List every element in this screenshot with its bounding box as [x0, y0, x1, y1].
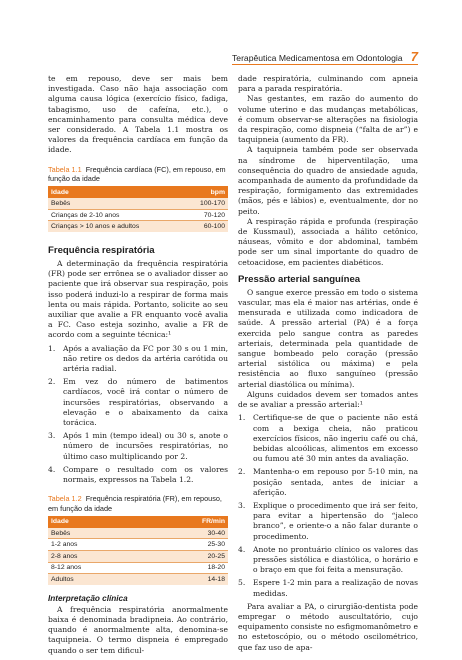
- header-rule: [232, 64, 418, 65]
- table-row: [48, 209, 228, 221]
- table-cell: 60-100: [183, 221, 228, 232]
- page-number: 7: [410, 49, 418, 64]
- column-header: bpm: [183, 186, 228, 198]
- list-item-text: Compare o resultado com os valores normais, expressos na Tabela 1.2.: [63, 464, 228, 485]
- table-row: [48, 528, 228, 539]
- list-item-text: Após 1 min (tempo ideal) ou 30 s, anote o número de incursões respiratórias, no último caso multiplicando por 2.: [63, 431, 228, 461]
- table-1-caption-text: Frequência cardíaca (FC), em repouso, em função da idade: [48, 164, 226, 183]
- list-item-number: 1.: [238, 413, 246, 423]
- subsection-heading-clinical-interpretation: Interpretação clínica: [48, 593, 128, 603]
- table-cell: 2-8 anos: [48, 551, 148, 563]
- list-item-number: 4.: [48, 464, 56, 474]
- table-2-number: Tabela 1.2: [48, 494, 82, 504]
- list-item-text: Espere 1-2 min para a realização de novas medidas.: [253, 578, 418, 598]
- table-cell: 14-18: [148, 574, 228, 585]
- list-item: [48, 377, 228, 428]
- list-item-text: Em vez do número de batimentos cardíacos, você irá contar o número de incursões respiratórias, observando a elevação e o abaixamento da caixa torácica.: [63, 377, 228, 428]
- table-cell: Crianças > 10 anos e adultos: [48, 221, 183, 232]
- list-item-text: Após a avaliação da FC por 30 s ou 1 min, não retire os dedos da artéria carótida ou artéria radial.: [63, 343, 228, 374]
- table-cell: 8-12 anos: [48, 562, 148, 574]
- paragraph: Para avaliar a PA, o cirurgião-dentista pode empregar o método auscultatório, cujo equipamento consiste no esfigmomanômetro e no estetoscópio, ou o método oscilométrico, que faz uso de apa-: [238, 601, 418, 652]
- list-item: [238, 545, 418, 576]
- column-header: FR/min: [148, 516, 228, 528]
- list-item: [48, 465, 228, 485]
- table-2-caption: [48, 494, 228, 513]
- paragraph: A taquipneia também pode ser observada na síndrome de hiperventilação, uma consequência do quadro de ansiedade aguda, acompanhada de aumento da profundidade da respiração, formigamento das extremidades (mãos, pés e lábios) e, eventualmente, dor no peito.: [238, 145, 418, 216]
- table-1-caption: [48, 165, 228, 184]
- blood-pressure-steps: [238, 413, 418, 598]
- intro-paragraph: te em repouso, deve ser mais bem investigada. Caso não haja associação com alguma causa lógica (exercício físico, fadiga, tabagismo, uso de cafeína, etc.), o encaminhamento para consulta médica deve ser considerado. A Tabela 1.1 mostra os valores da frequência cardíaca em função da idade.: [48, 74, 228, 155]
- table-row: [48, 551, 228, 563]
- list-item-number: 5.: [238, 578, 246, 588]
- table-cell: 70-120: [183, 209, 228, 221]
- list-item-text: Certifique-se de que o paciente não está com a bexiga cheia, não praticou exercícios físicos, não ingeriu café ou chá, bebidas alcoólicas, alimentos em excesso ou fumou até 30 min antes da avaliação.: [253, 413, 418, 464]
- list-item: [238, 467, 418, 498]
- paragraph: A respiração rápida e profunda (respiração de Kussmaul), associada a hálito cetônico, náuseas, vômito e dor abdominal, também pode ser um sinal importante do quadro de cetoacidose, em pacientes diabéticos.: [238, 216, 418, 267]
- clinical-interpretation-paragraph: A frequência respiratória anormalmente baixa é denominada bradipneia. Ao contrário, quando é anormalmente alta, denomina-se taquipneia. O termo dispneia é empregado quando o ser tem dificul-: [48, 604, 228, 655]
- list-item-number: 3.: [48, 431, 56, 441]
- list-item-number: 4.: [238, 544, 246, 554]
- list-item: [238, 578, 418, 598]
- paragraph: Nas gestantes, em razão do aumento do volume uterino e das mudanças metabólicas, é comum observar-se alterações na fisiologia da respiração, como dispneia (“falta de ar”) e taquipneia (aumento da FR).: [238, 94, 418, 145]
- table-row: [48, 539, 228, 551]
- table-cell: 18-20: [148, 562, 228, 574]
- table-row: [48, 574, 228, 585]
- table-1-number: Tabela 1.1: [48, 164, 82, 174]
- list-item-number: 3.: [238, 500, 246, 510]
- list-item-text: Anote no prontuário clínico os valores das pressões sistólica e diastólica, o horário e o braço em que foi feita a mensuração.: [253, 544, 418, 575]
- list-item-number: 1.: [48, 343, 56, 353]
- table-row: [48, 562, 228, 574]
- table-header-row: [48, 516, 228, 528]
- list-item-number: 2.: [238, 467, 246, 477]
- table-cell: 30-40: [148, 528, 228, 539]
- right-column: [238, 74, 418, 653]
- table-cell: 100-170: [183, 198, 228, 209]
- table-header-row: [48, 186, 228, 198]
- table-cell: 20-25: [148, 551, 228, 563]
- running-title: Terapêutica Medicamentosa em Odontologia: [232, 53, 403, 63]
- table-row: [48, 221, 228, 232]
- table-cell: 25-30: [148, 539, 228, 551]
- list-item: [48, 344, 228, 375]
- list-item-text: Explique o procedimento que irá ser feito, para evitar a hipertensão do “jaleco branco”, e oriente-o a não falar durante o procedimento.: [253, 500, 418, 541]
- list-item-text: Mantenha-o em repouso por 5-10 min, na posição sentada, antes de iniciar a aferição.: [253, 467, 418, 497]
- column-header: Idade: [48, 186, 183, 198]
- table-1-heart-rate: [48, 186, 228, 232]
- list-item: [48, 431, 228, 462]
- paragraph: dade respiratória, culminando com apneia para a parada respiratória.: [238, 74, 418, 94]
- table-cell: Crianças de 2-10 anos: [48, 209, 183, 221]
- blood-pressure-paragraph: O sangue exerce pressão em todo o sistema vascular, mas ela é maior nas artérias, onde é mensurada e utilizada como indicadora de saúde. A pressão arterial (PA) é a força exercida pelo sangue contra as paredes arteriais, determinada pela quantidade de sangue bombeado pelo coração (pressão arterial sistólica ou máxima) e pela resistência ao fluxo sanguíneo (pressão arterial diastólica ou mínima).: [238, 287, 418, 389]
- table-cell: Bebês: [48, 528, 148, 539]
- table-cell: Bebês: [48, 198, 183, 209]
- running-header: [232, 49, 418, 64]
- table-row: [48, 198, 228, 209]
- list-item-number: 2.: [48, 377, 56, 387]
- section-heading-respiratory-rate: Frequência respiratória: [48, 245, 155, 256]
- respiratory-rate-paragraph: A determinação da frequência respiratória (FR) pode ser errônea se o avaliador disser ao paciente que irá observar sua respiração, pois isso poderá induzi-lo a respirar de forma mais lenta ou mais rápida. Portanto, solicite ao seu auxiliar que avalie a FR enquanto você avalia a FC. Caso esteja sozinho, avalie a FR de acordo com a seguinte técnica:¹: [48, 259, 228, 340]
- list-item: [238, 413, 418, 464]
- paragraph: Alguns cuidados devem ser tomados antes de se avaliar a pressão arterial:¹: [238, 389, 418, 410]
- table-2-caption-text: Frequência respiratória (FR), em repouso, em função da idade: [48, 494, 222, 513]
- table-2-respiratory-rate: [48, 516, 228, 585]
- respiratory-rate-steps: [48, 344, 228, 486]
- section-heading-blood-pressure: Pressão arterial sanguínea: [238, 273, 361, 285]
- left-column: [48, 74, 228, 656]
- table-cell: Adultos: [48, 574, 148, 585]
- table-cell: 1-2 anos: [48, 539, 148, 551]
- column-header: Idade: [48, 516, 148, 528]
- list-item: [238, 501, 418, 542]
